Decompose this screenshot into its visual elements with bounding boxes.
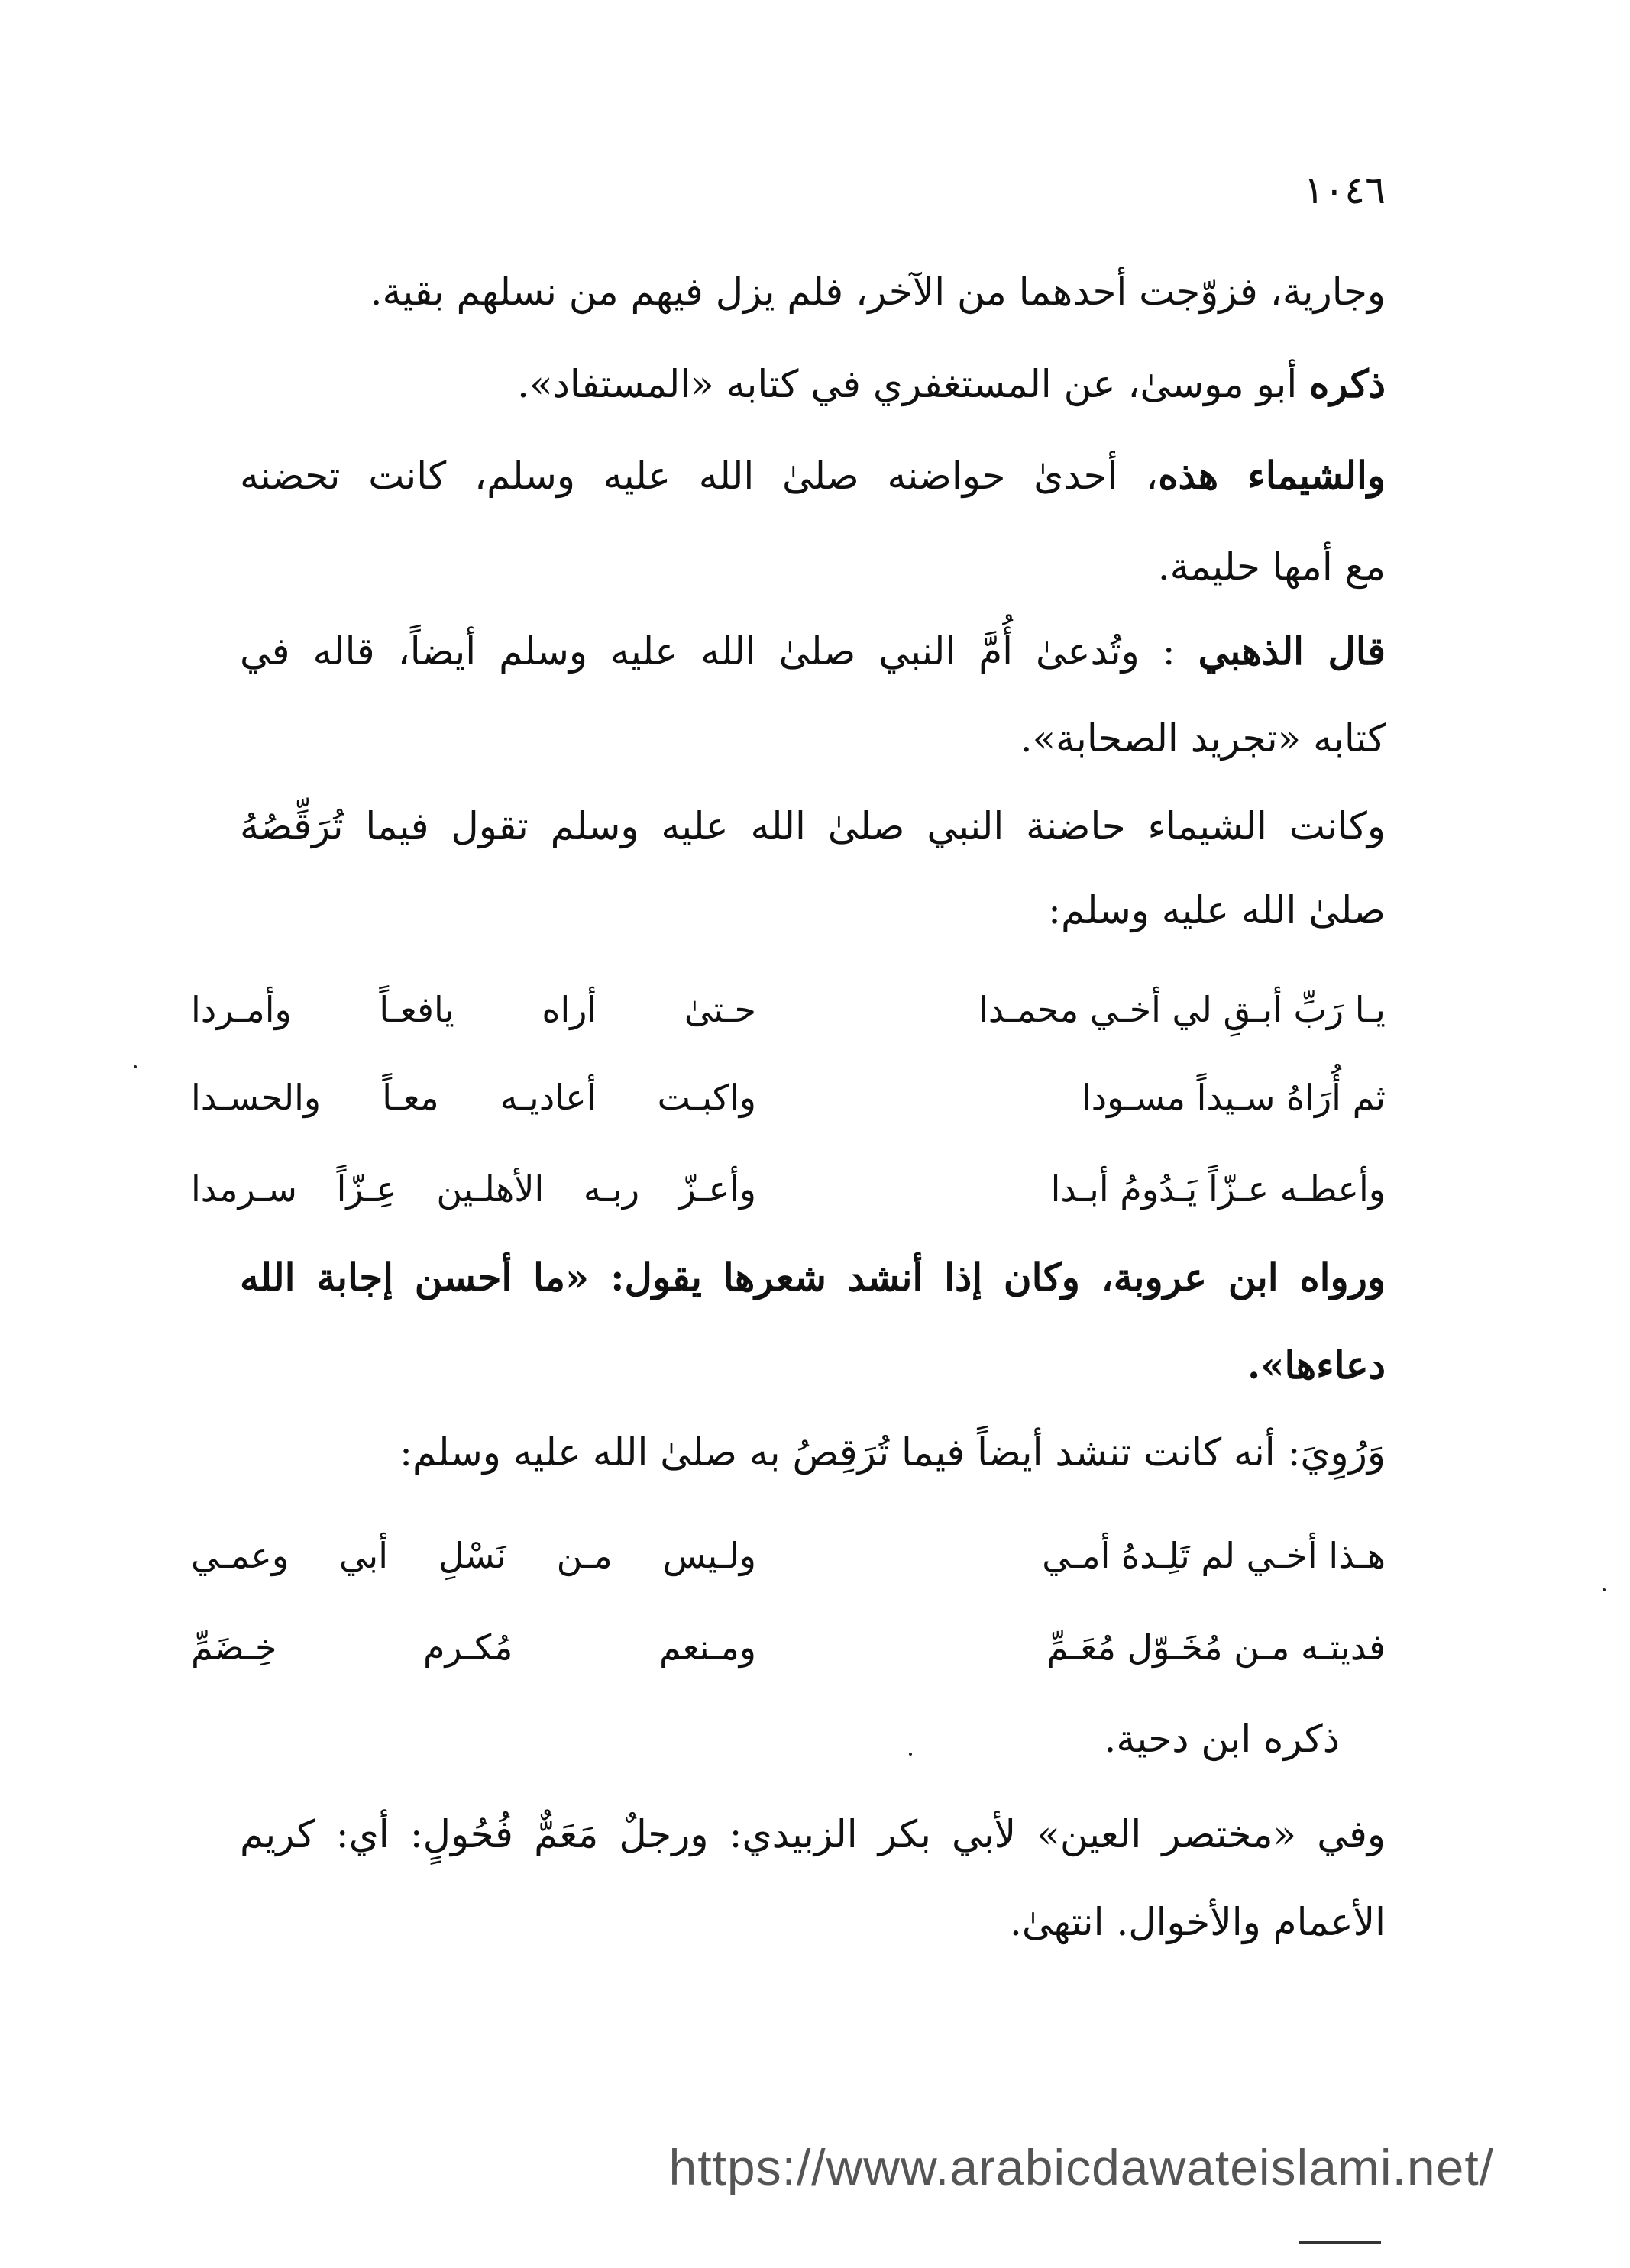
speck xyxy=(909,1753,912,1756)
text-line-5: قال الذهبي : وتُدعىٰ أُمَّ النبي صلىٰ الله عليه وسلم أيضاً، قاله في xyxy=(240,628,1386,674)
text-line-12: ذكره ابن دحية. xyxy=(1104,1717,1340,1761)
verse-4-first-half: هـذا أخـي لم تَلِـدهُ أمـي xyxy=(1042,1535,1386,1576)
text-line-13: وفي «مختصر العين» لأبي بكر الزبيدي: ورجلٌ مَعَمٌّ فُحُولٍ: أي: كريم xyxy=(240,1812,1386,1856)
text-line-1: وجارية، فزوّجت أحدهما من الآخر، فلم يزل فيهم من نسلهم بقية. xyxy=(370,270,1386,314)
lead-word: قال الذهبي xyxy=(1198,628,1386,674)
text-line-9: ورواه ابن عروبة، وكان إذا أنشد شعرها يقول: «ما أحسن إجابة الله xyxy=(240,1255,1386,1300)
bottom-rule xyxy=(1299,2241,1381,2244)
verse-3-second-half: وأعـزّ ربـه الأهلـين عِـزّاً سـرمدا xyxy=(191,1168,756,1210)
text-line-14: الأعمام والأخوال. انتهىٰ. xyxy=(1009,1900,1386,1944)
verse-1-second-half: حـتىٰ أراه يافعـاً وأمـردا xyxy=(191,989,756,1030)
lead-word: ذكره xyxy=(1309,361,1386,406)
text-line-10: دعاءها». xyxy=(1247,1342,1386,1388)
verse-3-first-half: وأعطـه عـزّاً يَـدُومُ أبـدا xyxy=(1050,1168,1386,1210)
text-line-2: ذكره أبو موسىٰ، عن المستغفري في كتابه «المستفاد». xyxy=(517,361,1386,406)
verse-1-first-half: يـا رَبِّ أبـقِ لي أخـي محمـدا xyxy=(978,989,1386,1030)
text-line-11: وَرُوِيَ: أنه كانت تنشد أيضاً فيما تُرَقِصُ به صلىٰ الله عليه وسلم: xyxy=(399,1430,1386,1475)
lead-word: والشيماء هذه xyxy=(1158,453,1386,498)
verse-4-second-half: ولـيس مـن نَسْلِ أبي وعمـي xyxy=(191,1535,756,1576)
text-line-7: وكانت الشيماء حاضنة النبي صلىٰ الله عليه وسلم تقول فيما تُرَقِّصُهُ xyxy=(240,804,1386,848)
speck xyxy=(134,1065,137,1068)
text-line-8: صلىٰ الله عليه وسلم: xyxy=(1048,888,1386,932)
text-line-4: مع أمها حليمة. xyxy=(1157,544,1386,589)
speck xyxy=(1603,1588,1606,1591)
page-number: ١٠٤٦ xyxy=(1303,168,1386,212)
verse-5-second-half: ومـنعم مُكـرم خِـضَمِّ xyxy=(191,1627,756,1668)
verse-2-second-half: واكبـت أعاديـه معـاً والحسـدا xyxy=(191,1077,756,1118)
watermark-url: https://www.arabicdawateislami.net/ xyxy=(668,2139,1494,2195)
verse-2-first-half: ثم أُرَاهُ سـيداً مسـودا xyxy=(1081,1077,1386,1118)
text-line-3: والشيماء هذه، أحدىٰ حواضنه صلىٰ الله عليه وسلم، كانت تحضنه xyxy=(240,453,1386,498)
text-line-6: كتابه «تجريد الصحابة». xyxy=(1020,716,1386,761)
verse-5-first-half: فديتـه مـن مُخَـوّل مُعَـمِّ xyxy=(1046,1627,1386,1668)
